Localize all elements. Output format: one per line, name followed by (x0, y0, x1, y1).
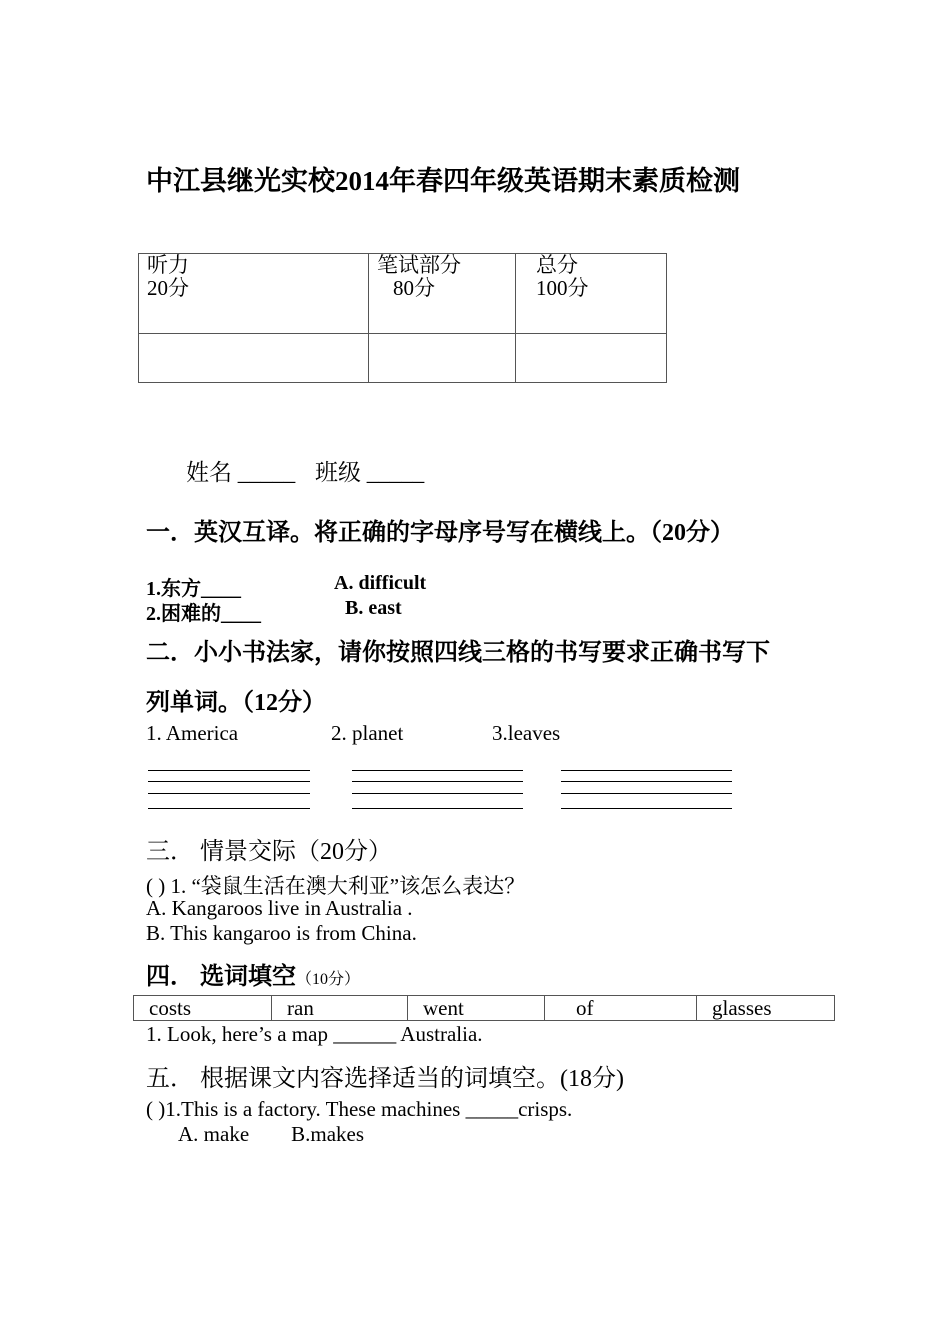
writing-line (352, 808, 523, 809)
section1-q2: 2.困难的____ (146, 603, 261, 625)
word-bank-cell: glasses (697, 996, 835, 1021)
score-cell-written (369, 254, 516, 334)
section1-heading: 一．英汉互译。将正确的字母序号写在横线上。（20分） (146, 520, 734, 546)
section3-option-b: B. This kangaroo is from China. (146, 921, 417, 945)
score-label: 总分 (536, 253, 578, 277)
name-blank[interactable]: _____ (237, 460, 296, 485)
section4-question: 1. Look, here’s a map ______ Australia. (146, 1022, 483, 1046)
writing-line (561, 793, 732, 794)
writing-line (148, 793, 310, 794)
word-bank-cell: went (408, 996, 545, 1021)
writing-line (352, 770, 523, 771)
writing-line (148, 781, 310, 782)
section1-opt-b: B. east (345, 597, 402, 619)
score-input-written[interactable] (369, 334, 516, 383)
section2-heading-line1: 二．小小书法家，请你按照四线三格的书写要求正确书写下 (146, 640, 770, 666)
word-bank-cell: of (545, 996, 697, 1021)
section4-score: （10分） (296, 971, 361, 988)
word-bank-cell: costs (134, 996, 272, 1021)
score-value: 20分 (147, 276, 189, 300)
section2-heading-line2: 列单词。（12分） (146, 690, 326, 716)
section5-heading: 五． 根据课文内容选择适当的词填空。(18分) (146, 1066, 624, 1092)
section4-heading-row (146, 956, 360, 991)
class-label: 班级 (315, 460, 361, 485)
score-input-total[interactable] (516, 334, 667, 383)
score-label: 笔试部分 (377, 253, 461, 277)
score-cell-listening (139, 254, 369, 334)
score-input-listening[interactable] (139, 334, 369, 383)
section1-opt-a: A. difficult (334, 572, 427, 594)
class-blank[interactable]: _____ (366, 460, 425, 485)
section5-options: A. make B.makes (178, 1122, 365, 1146)
score-value: 100分 (536, 276, 589, 300)
word-bank-cell: ran (272, 996, 408, 1021)
score-value: 80分 (393, 276, 435, 300)
name-label: 姓名 (186, 460, 232, 485)
word-bank-table (133, 995, 835, 1021)
writing-line (352, 793, 523, 794)
section4-heading: 四． 选词填空 (146, 964, 296, 990)
writing-line (561, 770, 732, 771)
page-title: 中江县继光实校2014年春四年级英语期末素质检测 (146, 166, 740, 196)
section3-option-a: A. Kangaroos live in Australia . (146, 896, 413, 920)
name-class-line (186, 454, 424, 487)
score-cell-total (516, 254, 667, 334)
score-label: 听力 (147, 253, 189, 277)
writing-line (352, 781, 523, 782)
word-leaves: 3.leaves (492, 721, 561, 745)
score-table (138, 253, 667, 383)
word-planet: 2. planet (331, 721, 404, 745)
writing-line (148, 770, 310, 771)
section1-q1: 1.东方____ (146, 578, 241, 600)
section5-question: ( )1.This is a factory. These machines _____crisps. (146, 1097, 573, 1121)
section3-heading: 三． 情景交际（20分） (146, 839, 392, 865)
writing-line (561, 781, 732, 782)
section3-question: ( ) 1. “袋鼠生活在澳大利亚”该怎么表达？ (146, 874, 526, 898)
writing-line (561, 808, 732, 809)
writing-line (148, 808, 310, 809)
word-america: 1. America (146, 721, 239, 745)
